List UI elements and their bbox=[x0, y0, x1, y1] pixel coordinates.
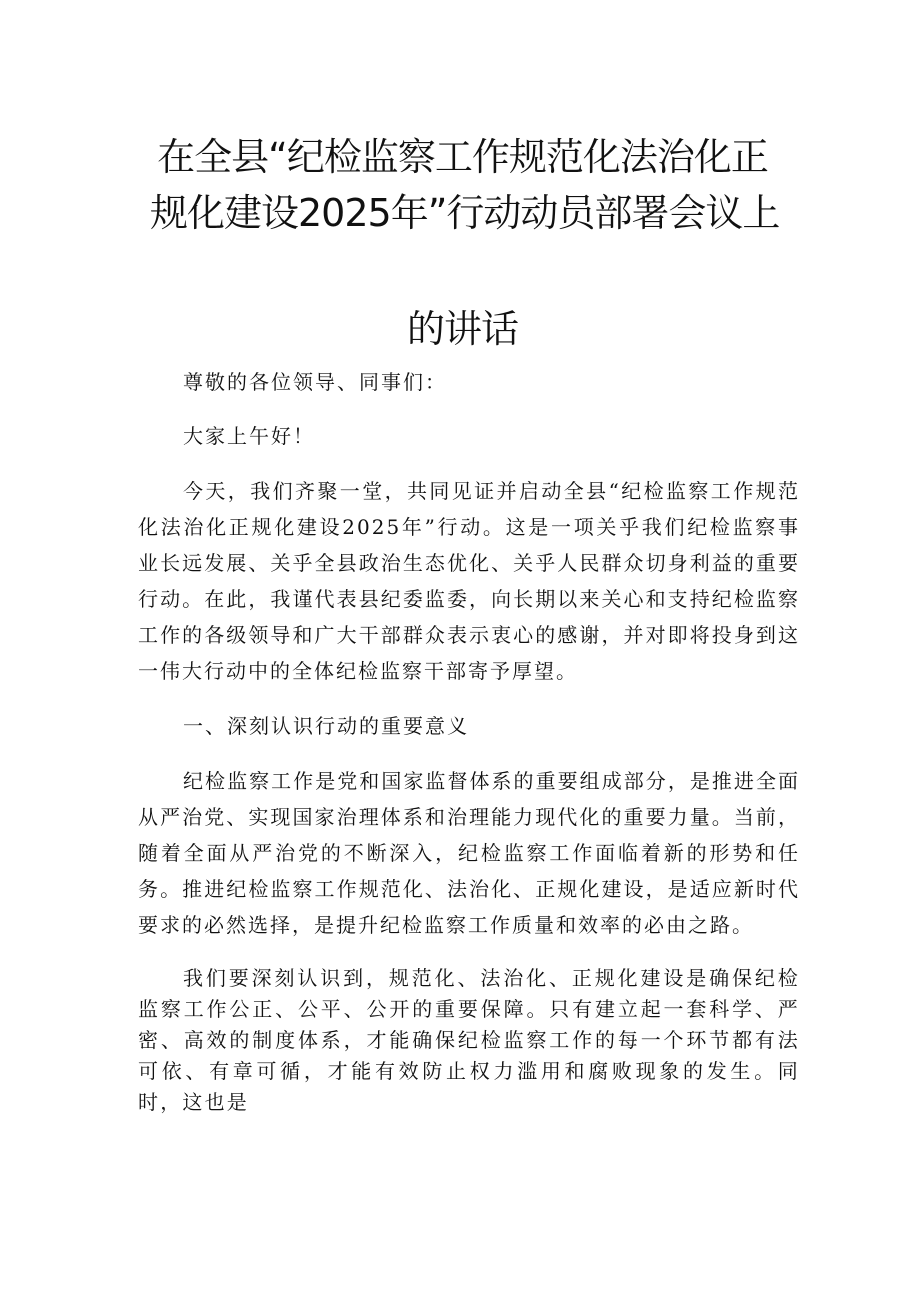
title-line-1: 在全县“纪检监察工作规范化法治化正 bbox=[157, 135, 768, 179]
paragraph-significance: 纪检监察工作是党和国家监督体系的重要组成部分，是推进全面从严治党、实现国家治理体系和治理能力现代化的重要力量。当前，随着全面从严治党的不断深入，纪检监察工作面临着新的形势和任务。推进纪检监察工作规范化、法治化、正规化建设，是适应新时代要求的必然选择，是提升纪检监察工作质量和效率的必由之路。 bbox=[138, 769, 800, 937]
section-heading: 一、深刻认识行动的重要意义 bbox=[183, 714, 469, 738]
document-body bbox=[138, 364, 800, 1118]
title-line-2: 规化建设2025年”行动动员部署会议上 bbox=[150, 191, 780, 235]
paragraph-intro: 今天，我们齐聚一堂，共同见证并启动全县“纪检监察工作规范化法治化正规化建设2025年”行动。这是一项关乎我们纪检监察事业长远发展、关乎全县政治生态优化、关乎人民群众切身利益的重要行动。在此，我谨代表县纪委监委，向长期以来关心和支持纪检监察工作的各级领导和广大干部群众表示衷心的感谢，并对即将投身到这一伟大行动中的全体纪检监察干部寄予厚望。 bbox=[138, 479, 800, 683]
greeting: 大家上午好！ bbox=[183, 424, 315, 448]
document-title bbox=[150, 135, 780, 351]
title-line-3: 的讲话 bbox=[406, 307, 518, 351]
salutation: 尊敬的各位领导、同事们： bbox=[183, 370, 447, 394]
paragraph-understanding: 我们要深刻认识到，规范化、法治化、正规化建设是确保纪检监察工作公正、公平、公开的重要保障。只有建立起一套科学、严密、高效的制度体系，才能确保纪检监察工作的每一个环节都有法可依、有章可循，才能有效防止权力滥用和腐败现象的发生。同时，这也是 bbox=[138, 966, 800, 1114]
